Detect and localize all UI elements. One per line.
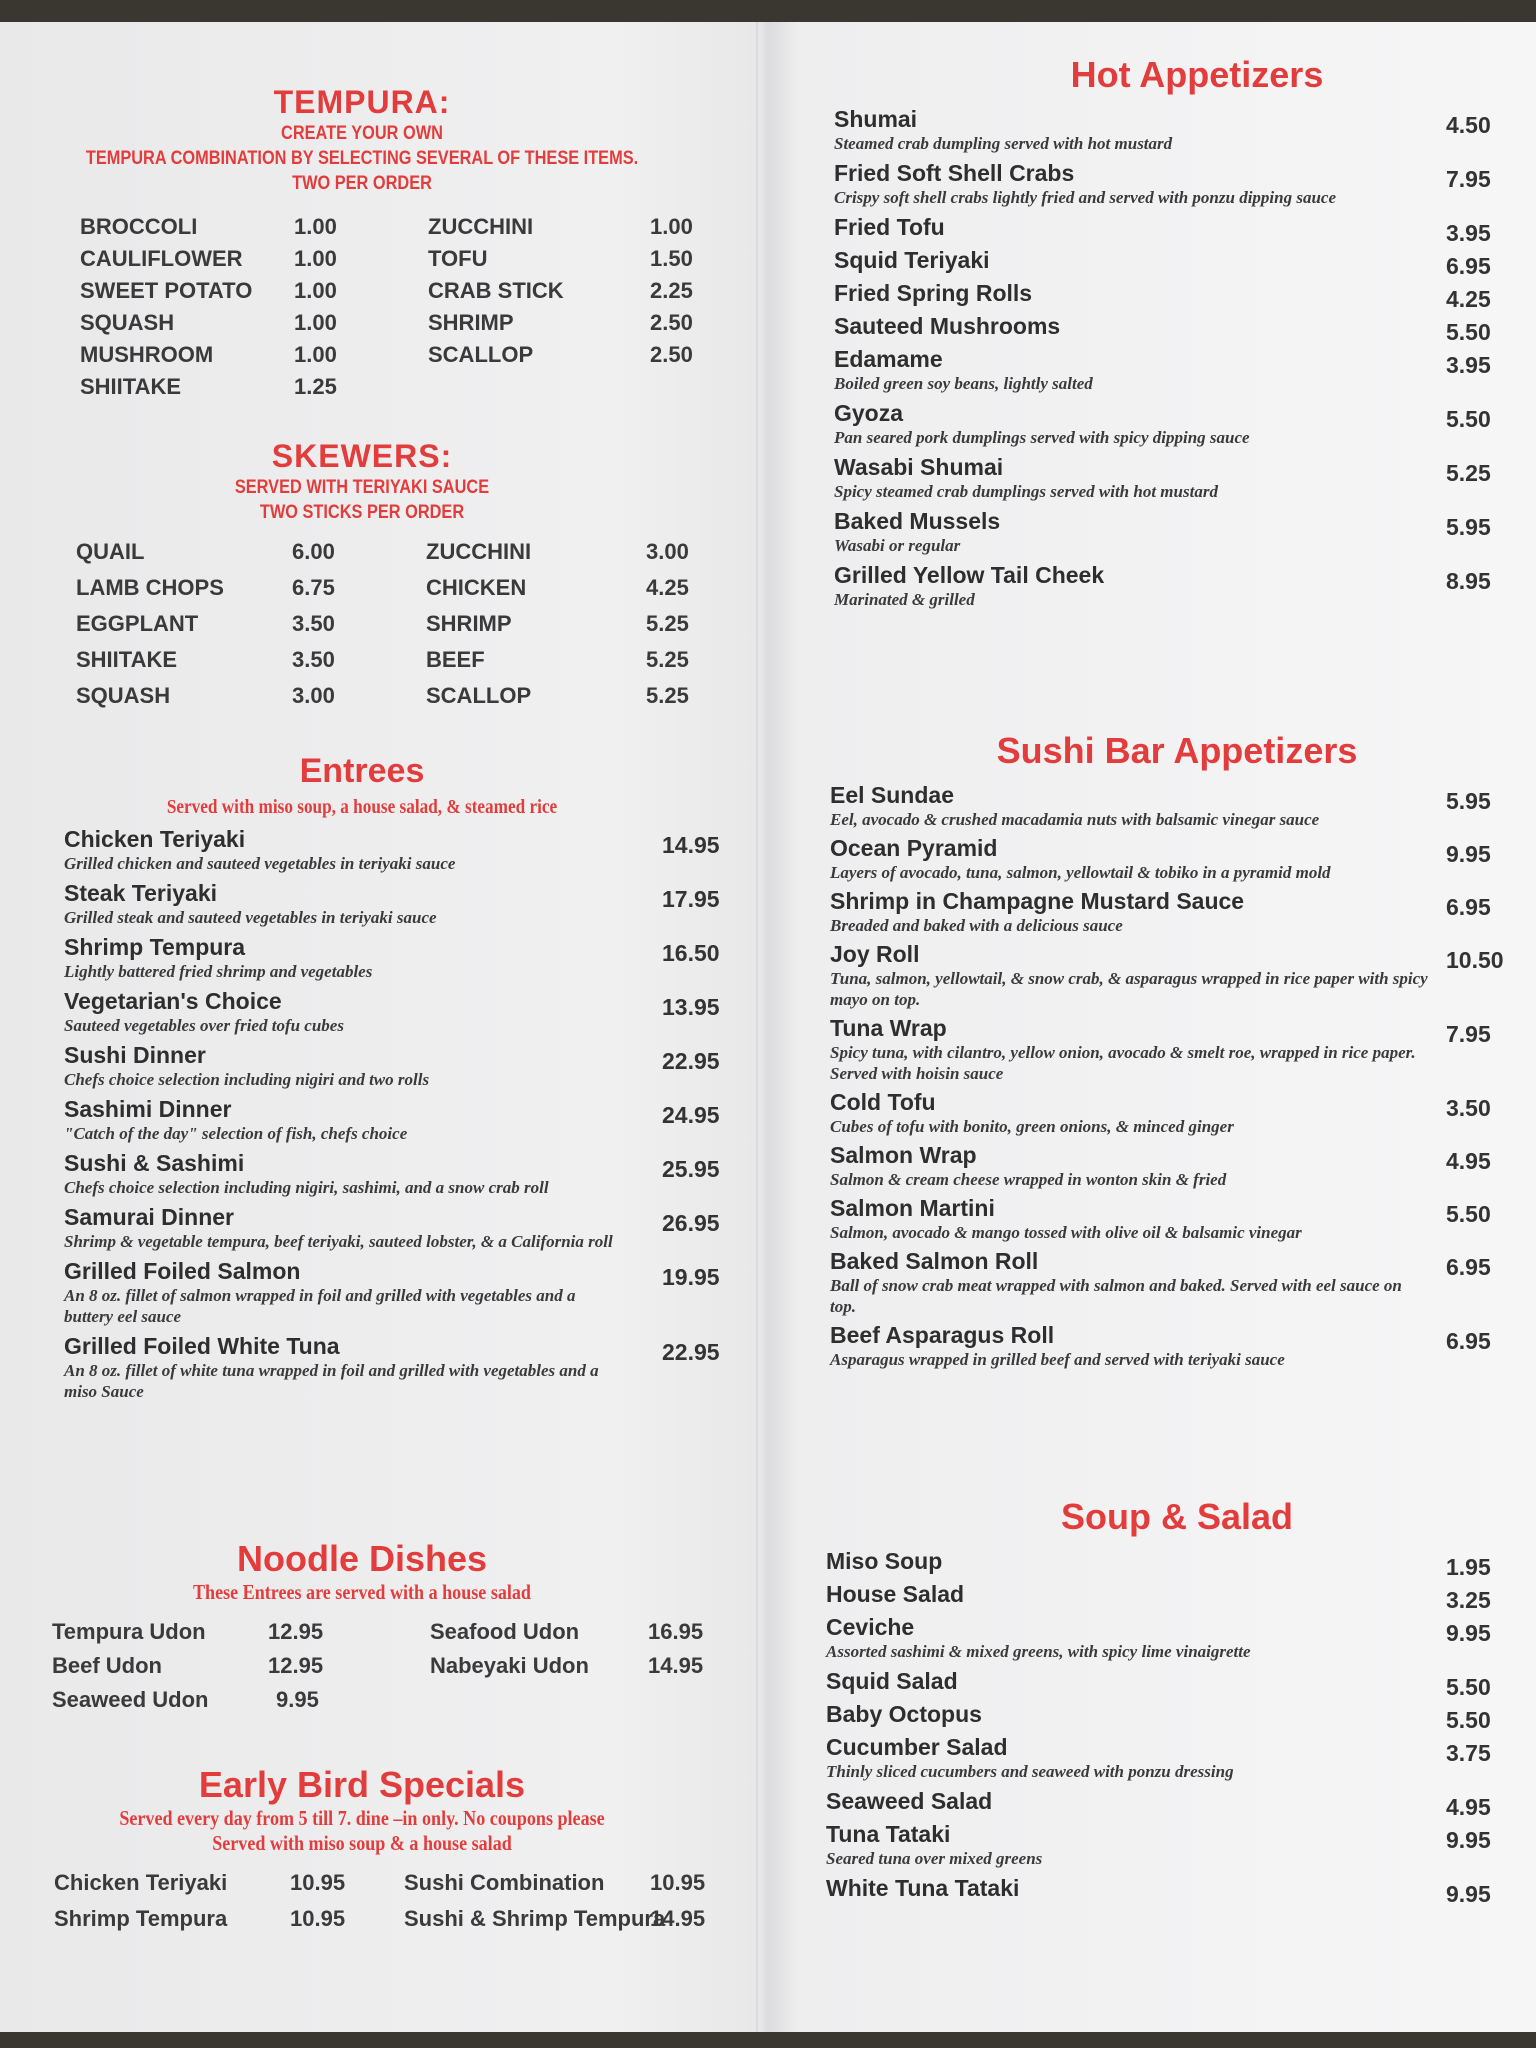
menu-item xyxy=(826,1668,1491,1700)
item-description: Grilled chicken and sauteed vegetables in teriyaki sauce xyxy=(64,854,456,873)
menu-item xyxy=(64,1333,720,1402)
noodles-subtitle: These Entrees are served with a house salad xyxy=(193,1580,531,1604)
list-item xyxy=(80,342,712,374)
item-price: 3.50 xyxy=(1446,1095,1491,1121)
early-bird-price-grid xyxy=(54,1870,712,1942)
item-name: Tempura Udon xyxy=(52,1619,206,1644)
item-name: CAULIFLOWER xyxy=(80,246,243,271)
item-description: Ball of snow crab meat wrapped with salmon and baked. Served with eel sauce on top. xyxy=(830,1276,1402,1316)
noodles-section xyxy=(52,1538,712,1721)
item-price: 16.95 xyxy=(648,1619,704,1644)
item-description: Cubes of tofu with bonito, green onions, & minced ginger xyxy=(830,1117,1234,1136)
item-description: Salmon & cream cheese wrapped in wonton skin & fried xyxy=(830,1170,1227,1189)
item-price: 5.25 xyxy=(646,647,689,672)
item-name: Fried Soft Shell Crabs xyxy=(834,160,1075,186)
item-name: Seafood Udon xyxy=(430,1619,580,1644)
list-item xyxy=(52,1619,712,1653)
item-description: Eel, avocado & crushed macadamia nuts with balsamic vinegar sauce xyxy=(830,810,1320,829)
item-name: SQUASH xyxy=(76,683,171,708)
item-price: 2.50 xyxy=(650,310,693,335)
item-description: Assorted sashimi & mixed greens, with spicy lime vinaigrette xyxy=(826,1642,1251,1661)
item-name: Sauteed Mushrooms xyxy=(834,313,1061,339)
item-description: Breaded and baked with a delicious sauce xyxy=(830,916,1123,935)
item-name: Salmon Wrap xyxy=(830,1142,977,1168)
menu-item xyxy=(826,1821,1491,1869)
item-price: 6.95 xyxy=(1446,1328,1491,1354)
item-price: 14.95 xyxy=(648,1653,704,1678)
list-item xyxy=(80,278,712,310)
early-bird-subtitle-1: Served every day from 5 till 7. dine –in only. No coupons please xyxy=(119,1806,605,1830)
item-name: Seaweed Salad xyxy=(826,1788,993,1814)
item-description: Steamed crab dumpling served with hot mustard xyxy=(834,134,1173,153)
item-name: Shumai xyxy=(834,106,918,132)
item-price: 3.95 xyxy=(1446,352,1491,378)
item-price: 16.50 xyxy=(662,940,720,966)
item-price: 6.95 xyxy=(1446,253,1491,279)
item-name: Steak Teriyaki xyxy=(64,880,218,906)
item-name: Miso Soup xyxy=(826,1548,943,1574)
tempura-section xyxy=(52,84,712,406)
item-name: Tuna Tataki xyxy=(826,1821,951,1847)
item-price: 1.00 xyxy=(294,342,337,367)
soup-salad-list xyxy=(826,1548,1502,1907)
item-price: 5.50 xyxy=(1446,319,1491,345)
item-price: 17.95 xyxy=(662,886,720,912)
item-price: 1.00 xyxy=(294,246,337,271)
item-price: 5.25 xyxy=(1446,460,1491,486)
item-price: 2.50 xyxy=(650,342,693,367)
item-name: Cucumber Salad xyxy=(826,1734,1008,1760)
item-price: 7.95 xyxy=(1446,166,1491,192)
item-price: 6.00 xyxy=(292,539,335,564)
item-price: 3.00 xyxy=(292,683,335,708)
menu-item xyxy=(834,247,1491,279)
entrees-subtitle: Served with miso soup, a house salad, & steamed rice xyxy=(166,796,558,818)
item-name: Sashimi Dinner xyxy=(64,1096,232,1122)
item-name: Baked Salmon Roll xyxy=(830,1248,1039,1274)
item-price: 26.95 xyxy=(662,1210,720,1236)
sushi-bar-title: Sushi Bar Appetizers xyxy=(996,730,1358,771)
item-description: Marinated & grilled xyxy=(834,590,975,609)
item-price: 10.50 xyxy=(1446,947,1504,973)
menu-item xyxy=(826,1701,1491,1733)
menu-item xyxy=(830,1089,1491,1137)
item-price: 22.95 xyxy=(662,1339,720,1365)
item-description: Wasabi or regular xyxy=(834,536,961,555)
item-price: 9.95 xyxy=(1446,1620,1491,1646)
item-price: 8.95 xyxy=(1446,568,1491,594)
item-name: BEEF xyxy=(426,647,485,672)
item-name: SHRIMP xyxy=(428,310,514,335)
item-description: Chefs choice selection including nigiri, sashimi, and a snow crab roll xyxy=(64,1178,549,1197)
menu-item xyxy=(834,280,1491,312)
item-description: An 8 oz. fillet of salmon wrapped in foil and grilled with vegetables and a buttery eel sauce xyxy=(64,1286,576,1326)
item-name: BROCCOLI xyxy=(80,214,198,239)
item-price: 5.25 xyxy=(646,611,689,636)
menu-item xyxy=(830,941,1504,1010)
noodles-price-grid xyxy=(52,1619,712,1721)
hot-appetizers-list xyxy=(834,106,1502,610)
menu-item xyxy=(830,835,1491,883)
item-name: Beef Asparagus Roll xyxy=(830,1322,1055,1348)
item-name: Cold Tofu xyxy=(830,1089,936,1115)
menu-item xyxy=(834,454,1491,502)
item-name: Sushi Dinner xyxy=(64,1042,206,1068)
menu-item xyxy=(830,888,1491,936)
tempura-subtitle-2: TEMPURA COMBINATION BY SELECTING SEVERAL OF THESE ITEMS. xyxy=(85,148,639,169)
list-item xyxy=(80,214,712,246)
item-name: Fried Spring Rolls xyxy=(834,280,1033,306)
menu-item xyxy=(834,160,1491,208)
list-item xyxy=(76,683,712,719)
hot-appetizers-title: Hot Appetizers xyxy=(1070,54,1324,95)
item-price: 25.95 xyxy=(662,1156,720,1182)
item-description: Salmon, avocado & mango tossed with olive oil & balsamic vinegar xyxy=(830,1223,1302,1242)
item-description: Shrimp & vegetable tempura, beef teriyaki, sauteed lobster, & a California roll xyxy=(64,1232,613,1251)
tempura-title: TEMPURA: xyxy=(273,84,451,120)
menu-item xyxy=(834,400,1491,448)
item-price: 9.95 xyxy=(276,1687,319,1712)
item-name: Eel Sundae xyxy=(830,782,954,808)
item-price: 9.95 xyxy=(1446,841,1491,867)
item-description: Pan seared pork dumplings served with spicy dipping sauce xyxy=(834,428,1250,447)
menu-item xyxy=(826,1788,1491,1820)
item-price: 3.95 xyxy=(1446,220,1491,246)
item-name: Nabeyaki Udon xyxy=(430,1653,589,1678)
item-price: 1.95 xyxy=(1446,1554,1491,1580)
item-name: SCALLOP xyxy=(426,683,532,708)
item-price: 5.95 xyxy=(1446,788,1491,814)
menu-item xyxy=(64,1258,720,1327)
menu-item xyxy=(64,1096,720,1144)
item-description: "Catch of the day" selection of fish, chefs choice xyxy=(64,1124,408,1143)
item-name: Beef Udon xyxy=(52,1653,162,1678)
skewers-section xyxy=(52,438,712,719)
item-price: 1.25 xyxy=(294,374,337,399)
entrees-list xyxy=(64,826,720,1402)
item-price: 5.25 xyxy=(646,683,689,708)
list-item xyxy=(80,246,712,278)
item-description: Crispy soft shell crabs lightly fried and served with ponzu dipping sauce xyxy=(834,188,1337,207)
menu-item xyxy=(834,313,1491,345)
item-price: 14.95 xyxy=(650,1906,706,1931)
item-price: 24.95 xyxy=(662,1102,720,1128)
item-price: 12.95 xyxy=(268,1653,324,1678)
menu-item xyxy=(64,934,720,982)
item-description: Seared tuna over mixed greens xyxy=(826,1849,1043,1868)
item-name: Shrimp Tempura xyxy=(64,934,246,960)
item-name: Baked Mussels xyxy=(834,508,1001,534)
menu-item xyxy=(64,1204,720,1252)
item-name: Joy Roll xyxy=(830,941,920,967)
soup-salad-title: Soup & Salad xyxy=(1060,1496,1294,1537)
early-bird-subtitle-2: Served with miso soup & a house salad xyxy=(212,1831,512,1855)
item-price: 4.25 xyxy=(1446,286,1491,312)
item-price: 4.95 xyxy=(1446,1794,1491,1820)
item-description: Boiled green soy beans, lightly salted xyxy=(834,374,1093,393)
item-description: Tuna, salmon, yellowtail, & snow crab, & asparagus wrapped in rice paper with spicy mayo on top. xyxy=(830,969,1428,1009)
item-price: 6.95 xyxy=(1446,894,1491,920)
item-name: SWEET POTATO xyxy=(80,278,253,303)
list-item xyxy=(54,1906,712,1942)
skewers-title: SKEWERS: xyxy=(271,438,453,474)
item-name: ZUCCHINI xyxy=(426,539,532,564)
item-name: LAMB CHOPS xyxy=(76,575,224,600)
item-price: 6.95 xyxy=(1446,1254,1491,1280)
item-name: Gyoza xyxy=(834,400,904,426)
item-name: MUSHROOM xyxy=(80,342,214,367)
item-price: 9.95 xyxy=(1446,1827,1491,1853)
list-item xyxy=(76,647,712,683)
menu-item xyxy=(826,1734,1491,1782)
item-price: 6.75 xyxy=(292,575,335,600)
item-name: QUAIL xyxy=(76,539,145,564)
item-price: 9.95 xyxy=(1446,1881,1491,1907)
item-price: 4.50 xyxy=(1446,112,1491,138)
item-name: Wasabi Shumai xyxy=(834,454,1004,480)
early-bird-section xyxy=(52,1764,712,1942)
item-price: 3.50 xyxy=(292,611,335,636)
menu-item xyxy=(826,1548,1491,1580)
menu-item xyxy=(834,562,1491,610)
item-price: 5.50 xyxy=(1446,1674,1491,1700)
item-name: Samurai Dinner xyxy=(64,1204,234,1230)
item-description: Lightly battered fried shrimp and vegetables xyxy=(64,962,373,981)
item-price: 5.50 xyxy=(1446,406,1491,432)
item-name: Squid Teriyaki xyxy=(834,247,990,273)
soup-salad-section xyxy=(822,1496,1502,1908)
item-name: House Salad xyxy=(826,1581,965,1607)
item-name: Ocean Pyramid xyxy=(830,835,998,861)
item-name: Ceviche xyxy=(826,1614,915,1640)
item-price: 10.95 xyxy=(290,1906,346,1931)
item-name: Sushi & Sashimi xyxy=(64,1150,245,1176)
tempura-subtitle-3: TWO PER ORDER xyxy=(292,173,432,194)
menu-item xyxy=(64,826,720,874)
item-name: SHIITAKE xyxy=(76,647,178,672)
item-name: Shrimp in Champagne Mustard Sauce xyxy=(830,888,1245,914)
item-price: 5.50 xyxy=(1446,1201,1491,1227)
menu-item xyxy=(834,214,1491,246)
item-name: TOFU xyxy=(428,246,488,271)
menu-item xyxy=(64,1150,720,1198)
sushi-bar-section xyxy=(822,730,1502,1375)
list-item xyxy=(76,539,712,575)
list-item xyxy=(76,611,712,647)
item-description: An 8 oz. fillet of white tuna wrapped in foil and grilled with vegetables and a miso Sauce xyxy=(64,1361,599,1401)
menu-item xyxy=(830,1195,1491,1243)
item-price: 3.75 xyxy=(1446,1740,1491,1766)
item-price: 10.95 xyxy=(650,1870,706,1895)
item-name: Grilled Yellow Tail Cheek xyxy=(834,562,1105,588)
skewers-subtitle-1: SERVED WITH TERIYAKI SAUCE xyxy=(234,477,490,498)
list-item xyxy=(52,1687,712,1721)
entrees-title: Entrees xyxy=(299,752,425,790)
item-name: Edamame xyxy=(834,346,943,372)
menu-item xyxy=(826,1581,1491,1613)
item-name: Squid Salad xyxy=(826,1668,958,1694)
page-fold xyxy=(756,22,758,2032)
item-price: 1.00 xyxy=(650,214,693,239)
item-name: Salmon Martini xyxy=(830,1195,995,1221)
menu-item xyxy=(826,1875,1491,1907)
item-price: 5.50 xyxy=(1446,1707,1491,1733)
sushi-bar-list xyxy=(830,782,1502,1370)
menu-item xyxy=(830,782,1491,830)
item-price: 12.95 xyxy=(268,1619,324,1644)
item-price: 7.95 xyxy=(1446,1021,1491,1047)
menu-item xyxy=(64,988,720,1036)
item-name: White Tuna Tataki xyxy=(826,1875,1020,1901)
menu-item xyxy=(834,508,1491,556)
item-name: Chicken Teriyaki xyxy=(54,1870,228,1895)
item-name: Baby Octopus xyxy=(826,1701,982,1727)
hot-appetizers-section xyxy=(822,54,1502,616)
list-item xyxy=(76,575,712,611)
tempura-price-grid xyxy=(80,214,712,406)
item-name: Sushi & Shrimp Tempura xyxy=(404,1906,666,1931)
item-description: Chefs choice selection including nigiri and two rolls xyxy=(64,1070,430,1089)
item-name: ZUCCHINI xyxy=(428,214,534,239)
item-name: SQUASH xyxy=(80,310,175,335)
item-description: Asparagus wrapped in grilled beef and served with teriyaki sauce xyxy=(830,1350,1285,1369)
item-name: SHIITAKE xyxy=(80,374,182,399)
item-description: Layers of avocado, tuna, salmon, yellowtail & tobiko in a pyramid mold xyxy=(830,863,1331,882)
list-item xyxy=(80,310,712,342)
item-price: 3.50 xyxy=(292,647,335,672)
item-price: 14.95 xyxy=(662,832,720,858)
item-name: Fried Tofu xyxy=(834,214,945,240)
list-item xyxy=(80,374,712,406)
item-price: 1.00 xyxy=(294,310,337,335)
item-name: Shrimp Tempura xyxy=(54,1906,228,1931)
skewers-subtitle-2: TWO STICKS PER ORDER xyxy=(259,502,465,523)
menu-item xyxy=(830,1142,1491,1190)
item-name: Sushi Combination xyxy=(404,1870,605,1895)
early-bird-title: Early Bird Specials xyxy=(198,1764,526,1805)
item-price: 10.95 xyxy=(290,1870,346,1895)
skewers-price-grid xyxy=(76,539,712,719)
item-price: 4.25 xyxy=(646,575,689,600)
item-name: Chicken Teriyaki xyxy=(64,826,246,852)
menu-item xyxy=(830,1248,1491,1317)
item-price: 5.95 xyxy=(1446,514,1491,540)
item-price: 13.95 xyxy=(662,994,720,1020)
item-price: 4.95 xyxy=(1446,1148,1491,1174)
noodles-title: Noodle Dishes xyxy=(236,1538,488,1579)
menu-item xyxy=(830,1322,1491,1370)
item-name: CHICKEN xyxy=(426,575,527,600)
item-name: Seaweed Udon xyxy=(52,1687,209,1712)
item-name: CRAB STICK xyxy=(428,278,564,303)
menu-item xyxy=(834,106,1491,154)
item-name: SCALLOP xyxy=(428,342,534,367)
menu-item xyxy=(826,1614,1491,1662)
tempura-subtitle-1: CREATE YOUR OWN xyxy=(281,123,443,144)
item-price: 3.25 xyxy=(1446,1587,1491,1613)
menu-item xyxy=(834,346,1491,394)
item-price: 19.95 xyxy=(662,1264,720,1290)
item-price: 1.00 xyxy=(294,278,337,303)
item-price: 22.95 xyxy=(662,1048,720,1074)
item-name: Vegetarian's Choice xyxy=(64,988,282,1014)
item-price: 2.25 xyxy=(650,278,693,303)
item-name: Tuna Wrap xyxy=(830,1015,947,1041)
menu-item xyxy=(64,1042,720,1090)
item-description: Sauteed vegetables over fried tofu cubes xyxy=(64,1016,344,1035)
item-name: SHRIMP xyxy=(426,611,512,636)
menu-item xyxy=(64,880,720,928)
list-item xyxy=(52,1653,712,1687)
menu-item xyxy=(830,1015,1491,1084)
item-price: 3.00 xyxy=(646,539,689,564)
item-description: Grilled steak and sauteed vegetables in teriyaki sauce xyxy=(64,908,437,927)
item-name: Grilled Foiled White Tuna xyxy=(64,1333,340,1359)
item-description: Spicy steamed crab dumplings served with hot mustard xyxy=(834,482,1218,501)
entrees-section xyxy=(52,752,720,1408)
item-description: Spicy tuna, with cilantro, yellow onion, avocado & smelt roe, wrapped in rice paper. Served with hoisin sauce xyxy=(830,1043,1416,1083)
item-name: EGGPLANT xyxy=(76,611,199,636)
list-item xyxy=(54,1870,712,1906)
item-price: 1.00 xyxy=(294,214,337,239)
item-description: Thinly sliced cucumbers and seaweed with ponzu dressing xyxy=(826,1762,1234,1781)
item-name: Grilled Foiled Salmon xyxy=(64,1258,301,1284)
item-price: 1.50 xyxy=(650,246,693,271)
